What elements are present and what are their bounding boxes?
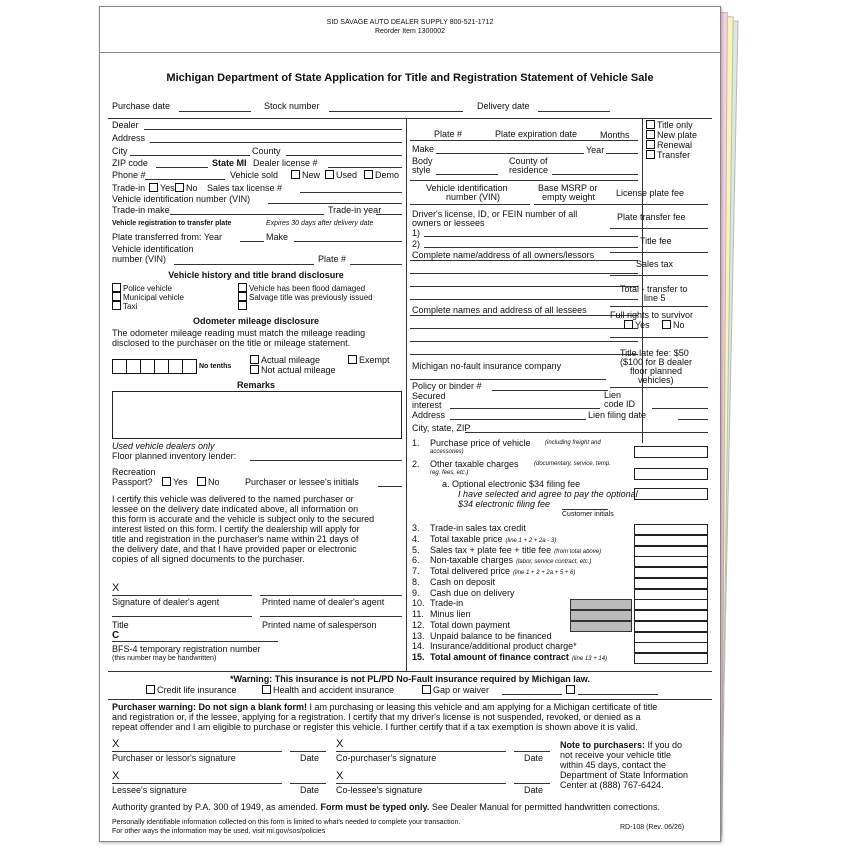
no-tenths-label: No tenths [199, 363, 232, 370]
copurchaser-sig-label: Co-purchaser's signature [336, 753, 437, 763]
calc-num-row: 6. [412, 555, 420, 565]
purchaser-sig-label: Purchaser or lessor's signature [112, 753, 236, 763]
printed-dealer-agent-label: Printed name of dealer's agent [262, 597, 385, 607]
address-field[interactable] [150, 142, 402, 143]
year-field[interactable] [606, 153, 638, 154]
dealer-license-field[interactable] [328, 167, 402, 168]
lessee-date-field[interactable] [290, 783, 326, 784]
title-fee-label: Title fee [640, 236, 672, 246]
printed-salesperson-label: Printed name of salesperson [262, 620, 377, 630]
flood-checkbox[interactable]: Vehicle has been flood damaged [238, 283, 365, 293]
months-label: Months [600, 130, 630, 140]
msrp-line1: Base MSRP or [538, 183, 598, 193]
colessee-date-label: Date [524, 785, 544, 795]
right-vin-line1: Vehicle identification [426, 183, 508, 193]
lien-filing-label: Lien filing date [588, 410, 647, 420]
certify-line-4: interest listed on this form. I certify the dealership will apply for [112, 524, 360, 534]
right-vin-field[interactable] [410, 204, 530, 205]
salvage-checkbox[interactable]: Salvage title was previously issued [238, 292, 373, 302]
calc-num-row: 11. [412, 609, 424, 619]
bfs4-label: BFS-4 temporary registration number [112, 644, 261, 654]
copurchaser-date-field[interactable] [514, 751, 550, 752]
new-plate-checkbox[interactable]: New plate [646, 130, 697, 140]
insurance-warning: *Warning: This insurance is not PL/PD No-Fault insurance required by Michigan law. [230, 674, 590, 684]
zip-field[interactable] [156, 167, 208, 168]
city-state-field[interactable] [465, 432, 708, 433]
recreation-label: Recreation [112, 467, 156, 477]
owner-2-field[interactable] [424, 247, 638, 248]
certify-line-2: lessee on the delivery date indicated above, all information on [112, 504, 359, 514]
state-mi-label: State MI [212, 158, 247, 168]
phone-label: Phone # [112, 170, 146, 180]
plate-make-field[interactable] [294, 241, 402, 242]
total-transfer-line2: line 5 [644, 293, 666, 303]
zip-label: ZIP code [112, 158, 148, 168]
dealer-signature-field[interactable] [112, 595, 252, 596]
history-title: Vehicle history and title brand disclosure [168, 270, 344, 280]
other-insurance-field[interactable] [578, 694, 658, 695]
passport-no-checkbox[interactable]: No [197, 477, 220, 487]
credit-life-checkbox[interactable]: Credit life insurance [146, 685, 237, 695]
passport-label: Passport? [112, 477, 153, 487]
odometer-text-1: The odometer mileage reading must match the mileage reading [112, 328, 366, 338]
footer-line1: Personally identifiable information collected on this form is limited to what's needed to complete your transaction. [112, 819, 461, 826]
note-purchasers-line2: not receive your vehicle title [560, 750, 672, 760]
city-state-label: City, state, ZIP [412, 423, 471, 433]
form-title: Michigan Department of State Application for Title and Registration Statement of Vehicle Sale [166, 72, 654, 84]
dealer-sign-x: X [112, 582, 120, 594]
gap-waiver-checkbox[interactable]: Gap or waiver [422, 685, 489, 695]
delivery-date-label: Delivery date [477, 101, 530, 111]
calc-num-row: 12. [412, 620, 425, 630]
calc-num-row: 9. [412, 588, 420, 598]
policy-label: Policy or binder # [412, 381, 482, 391]
health-accident-checkbox[interactable]: Health and accident insurance [262, 685, 394, 695]
remarks-title: Remarks [236, 380, 276, 390]
purchaser-sign-x: X [112, 738, 120, 750]
calc-shaded-cell[interactable] [570, 599, 632, 610]
purchaser-warning-line1: Purchaser warning: Do not sign a blank form! I am purchasing or leasing this vehicle and am applying for a Michigan certificate of title [112, 702, 658, 712]
full-rights-yes-checkbox[interactable]: Yes [624, 320, 650, 330]
copurchaser-date-label: Date [524, 753, 544, 763]
owner-2-label: 2) [412, 239, 421, 249]
late-fee-line4: vehicles) [638, 375, 674, 385]
title-only-checkbox[interactable]: Title only [646, 120, 693, 130]
late-fee-line3: floor planned [630, 366, 683, 376]
calc-label-row: Cash on deposit [430, 577, 496, 587]
owners-names-label: Complete name/address of all owners/lessors [412, 250, 595, 260]
late-fee-line2: ($100 for B dealer [620, 357, 693, 367]
lien-filing-field[interactable] [678, 419, 708, 420]
plate-exp-label: Plate expiration date [495, 129, 578, 139]
colessee-date-field[interactable] [514, 783, 550, 784]
gap-waiver-field[interactable] [502, 694, 562, 695]
taxi-checkbox[interactable]: Taxi [112, 301, 137, 311]
lien-line2: code ID [604, 399, 636, 409]
lien-address-field[interactable] [450, 419, 586, 420]
calc-label-row: Cash due on delivery [430, 588, 515, 598]
not-actual-checkbox[interactable]: Not actual mileage [250, 365, 336, 375]
calc-label-row: Unpaid balance to be financed [430, 631, 552, 641]
year-label: Year [586, 145, 605, 155]
dealer-license-label: Dealer license # [253, 158, 318, 168]
lessees-names-field[interactable] [410, 328, 638, 329]
vin2-label-line2: number (VIN) [112, 254, 167, 264]
calc-field-1[interactable] [634, 446, 708, 458]
calc-label-2a: a. Optional electronic $34 filing fee [442, 479, 581, 489]
calc-label-row: Sales tax + plate fee + title fee (from total above) [430, 545, 602, 555]
transfer-checkbox[interactable]: Transfer [646, 150, 690, 160]
calc-num-row: 8. [412, 577, 420, 587]
certify-line-5: title and registration in the purchaser's name within 21 days of [112, 534, 359, 544]
c-mark: C [112, 630, 120, 641]
calc-field-2[interactable] [634, 468, 708, 480]
calc-label-row: Total down payment [430, 620, 511, 630]
calc-note-1: (including freight and [545, 440, 601, 446]
calc-label-row: Insurance/additional product charge* [430, 641, 577, 651]
purchase-date-label: Purchase date [112, 101, 171, 111]
license-plate-fee-label: License plate fee [616, 188, 685, 198]
calc-amount-field[interactable] [634, 642, 708, 653]
authority-line: Authority granted by P.A. 300 of 1949, as amended. Form must be typed only. See Dealer Manual for permitted handwritten corrections. [112, 802, 660, 812]
note-purchasers-line3: within 45 days, contact the [560, 760, 667, 770]
county-res-line2: residence [509, 165, 549, 175]
transfer-plate-label: Plate # [318, 254, 347, 264]
county-residence-field[interactable] [552, 174, 638, 175]
stock-number-label: Stock number [264, 101, 320, 111]
transfer-plate-field[interactable] [350, 264, 402, 265]
calc-note-2: (documentary, service, temp. [534, 461, 611, 467]
sales-tax-license-label: Sales tax license # [207, 183, 283, 193]
lessee-signature-field[interactable] [112, 783, 282, 784]
body-style-field[interactable] [436, 174, 498, 175]
phone-field[interactable] [145, 179, 225, 180]
trade-in-label: Trade-in [112, 183, 146, 193]
renewal-checkbox[interactable]: Renewal [646, 140, 692, 150]
calc-note-1b: accessories) [430, 449, 464, 455]
calc-label-1: Purchase price of vehicle [430, 438, 531, 448]
plate-field[interactable] [410, 140, 638, 141]
calc-label-row: Total amount of finance contract (line 13 + 14) [430, 652, 608, 662]
lien-address-label: Address [412, 410, 446, 420]
transfer-vin-field[interactable] [174, 264, 314, 265]
purchase-date-field[interactable] [179, 111, 251, 112]
county-res-line1: County of [509, 156, 548, 166]
calc-amount-field[interactable] [634, 578, 708, 589]
certify-line-3: this form is accurate and the vehicle is subject only to the secured [112, 514, 375, 524]
municipal-checkbox[interactable]: Municipal vehicle [112, 292, 184, 302]
exempt-checkbox[interactable]: Exempt [348, 355, 390, 365]
calc-label-row: Total taxable price (line 1 + 2 + 2a - 3) [430, 534, 557, 544]
address-label: Address [112, 133, 146, 143]
body-style-line1: Body [412, 156, 433, 166]
plate-transfer-fee-field[interactable] [610, 228, 708, 229]
full-rights-no-checkbox[interactable]: No [662, 320, 685, 330]
calc-label-row: Minus lien [430, 609, 471, 619]
msrp-line2: empty weight [542, 192, 596, 202]
calc-amount-field[interactable] [634, 610, 708, 621]
owner-1-label: 1) [412, 228, 421, 238]
calc-note-2b: reg. fees, etc.) [430, 470, 469, 476]
note-purchasers-line1: Note to purchasers: If you do [560, 740, 683, 750]
sig-dealer-agent-label: Signature of dealer's agent [112, 597, 220, 607]
salesperson-field[interactable] [260, 616, 402, 617]
plate-make-label: Make [266, 232, 289, 242]
calc-num-row: 15. [412, 652, 425, 662]
sold-demo-checkbox[interactable]: Demo [364, 170, 399, 180]
bfs4-field[interactable] [112, 641, 278, 642]
lien-code-field[interactable] [652, 408, 708, 409]
calc-num-row: 5. [412, 545, 420, 555]
lessee-date-label: Date [300, 785, 320, 795]
trade-in-yes-checkbox[interactable]: Yes [149, 183, 175, 193]
calc-amount-field[interactable] [634, 524, 708, 535]
calc-label-row: Non-taxable charges (labor, service contract, etc.) [430, 555, 592, 565]
calc-label-row: Total delivered price (line 1 + 2 + 2a + 5 + 6) [430, 566, 576, 576]
supplier-line: SID SAVAGE AUTO DEALER SUPPLY 800-521-1712 [326, 19, 494, 26]
sold-used-checkbox[interactable]: Used [325, 170, 357, 180]
purchaser-initials-label: Purchaser or lessee's initials [245, 477, 359, 487]
colessee-signature-field[interactable] [336, 783, 506, 784]
calc-amount-field[interactable] [634, 621, 708, 632]
dealer-printed-name-field[interactable] [260, 595, 402, 596]
make-label: Make [412, 144, 435, 154]
city-field[interactable] [130, 155, 250, 156]
lessee-sig-label: Lessee's signature [112, 785, 187, 795]
trade-in-make-label: Trade-in make [112, 205, 170, 215]
late-fee-line1: Title late fee: $50 [620, 348, 689, 358]
calc-num-row: 10. [412, 598, 425, 608]
calc-label-row: Trade-in sales tax credit [430, 523, 526, 533]
purchaser-signature-field[interactable] [112, 751, 282, 752]
odometer-text-2: disclosed to the purchaser on the title or mileage statement. [112, 338, 351, 348]
lien-line1: Lien [604, 390, 622, 400]
dealer-label: Dealer [112, 120, 139, 130]
police-checkbox[interactable]: Police vehicle [112, 283, 172, 293]
vehicle-sold-label: Vehicle sold [230, 170, 279, 180]
total-transfer-field[interactable] [610, 306, 708, 307]
purchaser-date-field[interactable] [290, 751, 326, 752]
bfs4-note: (this number may be handwritten) [112, 655, 217, 662]
transfer-plate-title: Vehicle registration to transfer plate [112, 220, 232, 227]
calc-2a-agree-2: $34 electronic filing fee [458, 499, 551, 509]
actual-mileage-checkbox[interactable]: Actual mileage [250, 355, 320, 365]
purchaser-date-label: Date [300, 753, 320, 763]
vin-label: Vehicle identification number (VIN) [112, 194, 251, 204]
dealer-field[interactable] [144, 129, 402, 130]
calc-num-1: 1. [412, 438, 420, 448]
county-field[interactable] [286, 155, 402, 156]
plate-transfer-fee-label: Plate transfer fee [617, 212, 686, 222]
certify-line-6: the delivery date, and that I have provided paper or electronic [112, 544, 357, 554]
late-fee-field[interactable] [610, 387, 708, 388]
nofault-label: Michigan no-fault insurance company [412, 361, 562, 371]
lessees-names-label: Complete names and address of all lessees [412, 305, 587, 315]
calc-field-2a[interactable] [634, 488, 708, 500]
right-vin-line2: number (VIN) [446, 192, 501, 202]
nofault-field[interactable] [410, 379, 606, 380]
customer-initials-label: Customer initials [562, 511, 614, 518]
purchaser-initials-field[interactable] [378, 486, 402, 487]
vin-field[interactable] [268, 203, 402, 204]
colessee-sig-label: Co-lessee's signature [336, 785, 423, 795]
calc-num-2: 2. [412, 459, 420, 469]
stock-number-field[interactable] [329, 111, 463, 112]
calc-shaded-cell[interactable] [570, 621, 632, 632]
policy-field[interactable] [492, 390, 608, 391]
colessee-sign-x: X [336, 770, 344, 782]
calc-amount-field[interactable] [634, 653, 708, 664]
county-label: County [252, 146, 281, 156]
copurchaser-signature-field[interactable] [336, 751, 506, 752]
blank-history-checkbox[interactable] [238, 301, 249, 311]
transfer-plate-note: Expires 30 days after delivery date [266, 220, 374, 227]
calc-num-row: 3. [412, 523, 420, 533]
make-field[interactable] [436, 153, 584, 154]
certify-line-1: I certify this vehicle was delivered to the named purchaser or [112, 494, 354, 504]
trade-in-no-checkbox[interactable]: No [175, 183, 198, 193]
trade-in-year-field[interactable] [376, 214, 402, 215]
trade-in-make-field[interactable] [170, 214, 324, 215]
calc-shaded-cell[interactable] [570, 610, 632, 621]
other-insurance-checkbox[interactable] [566, 685, 577, 695]
calc-amount-field[interactable] [634, 567, 708, 578]
title-field[interactable] [112, 616, 252, 617]
plate-transferred-year-field[interactable] [240, 241, 264, 242]
owners-names-field[interactable] [410, 273, 638, 274]
sales-tax-license-field[interactable] [300, 192, 402, 193]
sold-new-checkbox[interactable]: New [291, 170, 320, 180]
lessee-sign-x: X [112, 770, 120, 782]
purchaser-warning-line3: repeat offender and I am eligible to purchase or register this vehicle. I further certify that if a tax exemption is shown above it is valid. [112, 722, 638, 732]
trade-in-year-label: Trade-in year [328, 205, 382, 215]
passport-yes-checkbox[interactable]: Yes [162, 477, 188, 487]
floor-planned-label: Floor planned inventory lender: [112, 451, 237, 461]
sales-tax-field[interactable] [610, 275, 708, 276]
customer-initials-field[interactable] [562, 509, 608, 510]
calc-amount-field[interactable] [634, 556, 708, 567]
calc-2a-agree-1: I have selected and agree to pay the optional [458, 489, 638, 499]
remarks-box[interactable] [112, 391, 402, 439]
calc-num-row: 14. [412, 641, 425, 651]
calc-num-row: 7. [412, 566, 420, 576]
footer-line2: For other ways the information may be used, visit mi.gov/sos/policies [112, 828, 326, 835]
purchaser-warning-line2: and registration or, if the lessee, applying for a registration. I certify that my driver's license is not suspended, revoked, or denied as a [112, 712, 641, 722]
calc-num-row: 13. [412, 631, 425, 641]
plate-transferred-label: Plate transferred from: Year [112, 232, 223, 242]
certify-line-7: copies of all signed documents to the purchaser. [112, 554, 305, 564]
license-plate-fee-field[interactable] [610, 204, 708, 205]
plate-label: Plate # [434, 129, 463, 139]
owners-id-line1: Driver's license, ID, or FEIN number of all [412, 209, 578, 219]
vin2-label-line1: Vehicle identification [112, 244, 194, 254]
secured-interest-field[interactable] [450, 408, 600, 409]
calc-label-row: Trade-in [430, 598, 464, 608]
full-rights-label: Full rights to survivor [610, 310, 694, 320]
copurchaser-sign-x: X [336, 738, 344, 750]
calc-num-row: 4. [412, 534, 420, 544]
form-number: RD-108 (Rev. 06/26) [620, 824, 685, 831]
calc-amount-field[interactable] [634, 535, 708, 546]
used-dealers-label: Used vehicle dealers only [112, 441, 215, 451]
sales-tax-label: Sales tax [636, 259, 674, 269]
owner-1-field[interactable] [424, 236, 638, 237]
note-purchasers-line5: Center at (888) 767-6424. [560, 780, 664, 790]
body-style-line2: style [412, 165, 431, 175]
odometer-title: Odometer mileage disclosure [192, 316, 320, 326]
city-label: City [112, 146, 128, 156]
secured-line1: Secured [412, 391, 446, 401]
form-sheet [99, 6, 721, 842]
calc-amount-field[interactable] [634, 599, 708, 610]
title-fee-field[interactable] [610, 252, 708, 253]
title-label: Title [112, 620, 129, 630]
total-transfer-line1: Total - transfer to [620, 284, 688, 294]
note-purchasers-line4: Department of State Information [560, 770, 689, 780]
calc-label-2: Other taxable charges [430, 459, 519, 469]
delivery-date-field[interactable] [538, 111, 610, 112]
owners-id-line2: owners or lessees [412, 218, 485, 228]
reorder-line: Reorder Item 1300002 [374, 28, 446, 35]
floor-planned-field[interactable] [250, 460, 402, 461]
secured-line2: interest [412, 400, 442, 410]
